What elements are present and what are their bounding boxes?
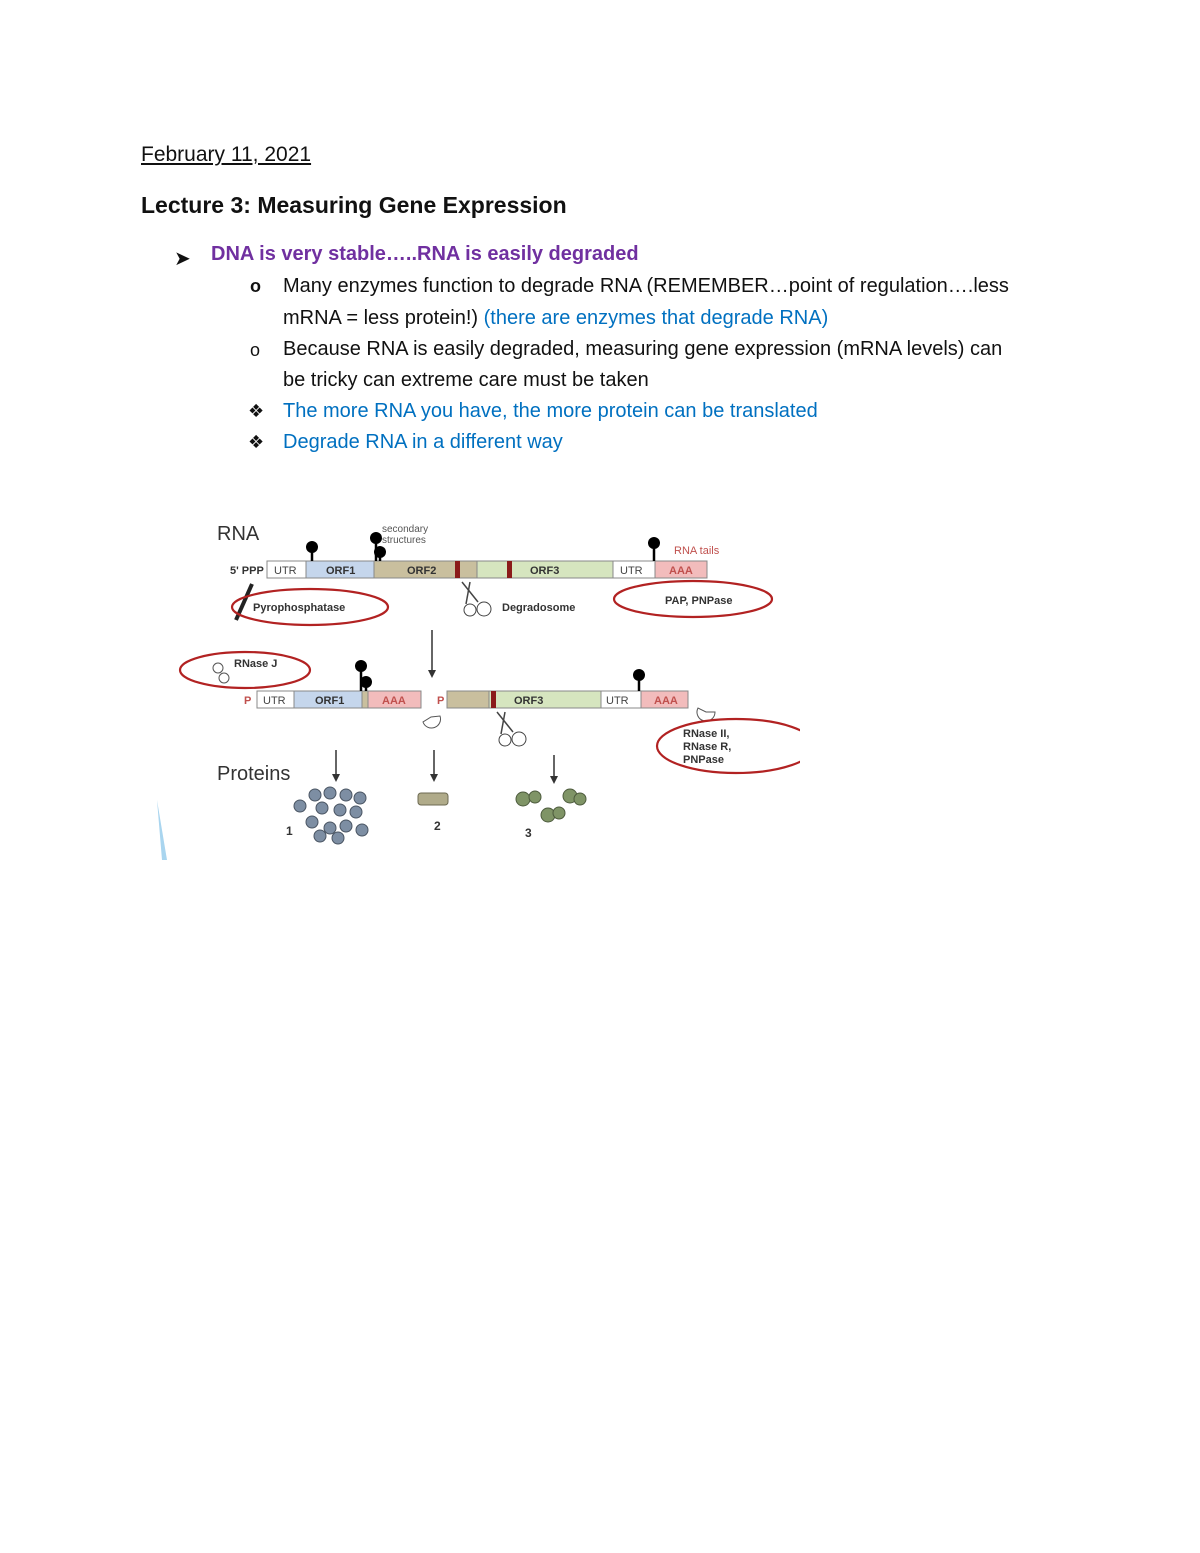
rnase-list-label: PNPase — [683, 754, 724, 766]
sub-bullet-1-text: mRNA = less protein!) — [283, 307, 484, 329]
down-arrow-icon — [550, 755, 558, 784]
down-arrow-icon — [332, 750, 340, 782]
diamond-bullet-1: The more RNA you have, the more protein can be translated — [283, 400, 818, 422]
cleavage-site-marker — [507, 561, 512, 578]
five-prime-ppp-label: 5' PPP — [230, 565, 264, 577]
circle-bullet-icon: o — [250, 276, 261, 296]
lecture-title: Lecture 3: Measuring Gene Expression — [141, 192, 567, 218]
protein-cluster-3-icon — [516, 789, 586, 822]
orf1-label: ORF1 — [326, 565, 356, 577]
degradosome-label: Degradosome — [502, 602, 576, 614]
secondary-structures-label: secondary — [382, 524, 429, 535]
scissors-icon — [462, 582, 491, 616]
orf1-label: ORF1 — [315, 695, 345, 707]
cleavage-site-marker — [455, 561, 460, 578]
p-label: P — [437, 695, 445, 707]
pyrophosphatase-label: Pyrophosphatase — [253, 602, 346, 614]
secondary-structure-icon — [306, 541, 318, 561]
orf3-label: ORF3 — [514, 695, 544, 707]
utr-label: UTR — [274, 565, 297, 577]
utr-label: UTR — [620, 565, 643, 577]
decorative-sliver — [157, 800, 167, 860]
rna-tails-label: RNA tails — [674, 545, 720, 557]
protein-cluster-1-icon — [294, 787, 368, 844]
utr-label: UTR — [263, 695, 286, 707]
scissors-icon — [213, 663, 229, 683]
rna-degradation-diagram — [150, 510, 800, 870]
diamond-bullet-icon: ❖ — [248, 432, 265, 452]
orf3-label: ORF3 — [530, 565, 560, 577]
exonuclease-pacman-icon — [423, 716, 441, 728]
diamond-bullet-2: Degrade RNA in a different way — [283, 431, 563, 453]
secondary-structure-icon — [355, 660, 372, 691]
orf3-region — [489, 691, 601, 708]
rna-label: RNA — [217, 523, 260, 545]
rnase-list-label: RNase II, — [683, 728, 730, 740]
pap-pnpase-label: PAP, PNPase — [665, 595, 733, 607]
protein-number-label: 1 — [286, 824, 293, 838]
orf2-label: ORF2 — [407, 565, 437, 577]
orf2-fragment — [362, 691, 368, 708]
diamond-bullet-icon: ❖ — [248, 401, 265, 421]
secondary-structure-icon — [633, 669, 645, 691]
secondary-structure-icon — [648, 537, 660, 561]
rnase-list-label: RNase R, — [683, 741, 732, 753]
down-arrow-icon — [430, 750, 438, 782]
sub-bullet-1-note: (there are enzymes that degrade RNA) — [483, 307, 829, 329]
arrow-bullet-icon: ➤ — [174, 248, 191, 270]
lecture-date: February 11, 2021 — [141, 143, 312, 166]
sub-bullet-2-line2: be tricky can extreme care must be taken — [283, 369, 649, 391]
cleavage-site-marker — [491, 691, 496, 708]
orf2-fragment — [447, 691, 489, 708]
arrowhead — [428, 670, 436, 678]
main-bullet: DNA is very stable…..RNA is easily degraded — [211, 243, 639, 265]
proteins-label: Proteins — [217, 763, 291, 785]
rnase-j-label: RNase J — [234, 658, 278, 670]
protein-cluster-2-icon — [418, 793, 448, 805]
aaa-label: AAA — [382, 695, 406, 707]
p-label: P — [244, 695, 252, 707]
scissors-icon — [497, 712, 526, 746]
sub-bullet-1-line1: Many enzymes function to degrade RNA (REMEMBER…point of regulation….less — [283, 275, 1009, 297]
aaa-label: AAA — [669, 565, 693, 577]
protein-number-label: 3 — [525, 826, 532, 840]
aaa-label: AAA — [654, 695, 678, 707]
circle-bullet-icon: o — [250, 340, 261, 360]
secondary-structures-label: structures — [382, 535, 426, 546]
sub-bullet-1-line2 — [283, 307, 828, 330]
protein-number-label: 2 — [434, 819, 441, 833]
sub-bullet-2-line1: Because RNA is easily degraded, measuring gene expression (mRNA levels) can — [283, 338, 1003, 360]
utr-label: UTR — [606, 695, 629, 707]
